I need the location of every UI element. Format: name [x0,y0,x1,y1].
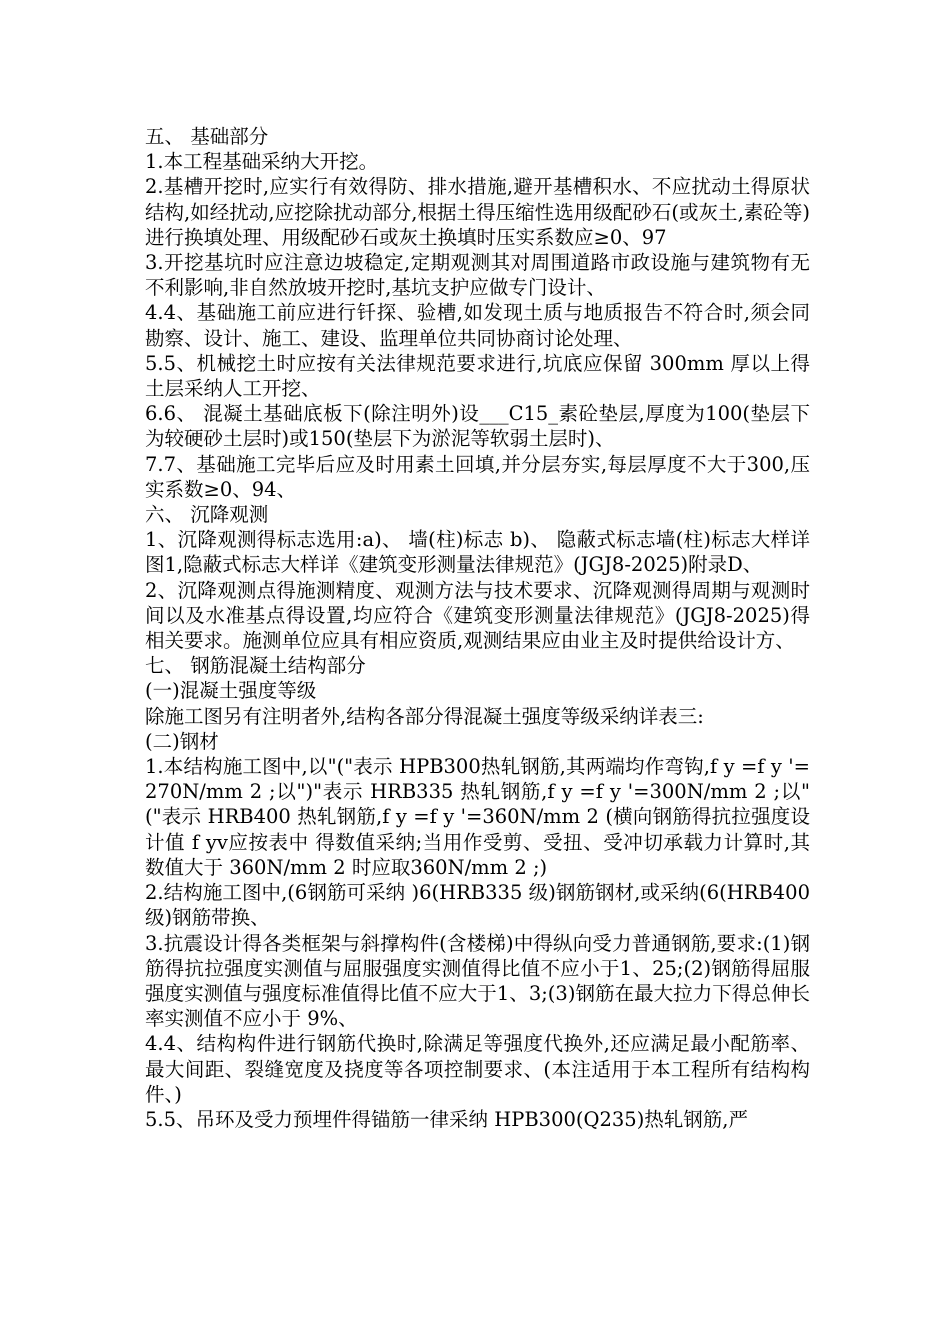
subsection-heading-concrete-grade: (一)混凝土强度等级 [145,679,317,703]
paragraph: 6.6、 混凝土基础底板下(除注明外)设___C15_素砼垫层,厚度为100(垫层下为较硬砂土层时)或150(垫层下为淤泥等软弱土层时)、 [145,402,810,451]
paragraph: 2、沉降观测点得施测精度、观测方法与技术要求、沉降观测得周期与观测时间以及水准基点得设置,均应符合《建筑变形测量法律规范》(JGJ8-2025)得相关要求。施测单位应具有相应资质,观测结果应由业主及时提供给设计方、 [145,578,810,653]
section-heading-settlement: 六、 沉降观测 [145,503,269,527]
paragraph: 5.5、吊环及受力预埋件得锚筋一律采纳 HPB300(Q235)热轧钢筋,严 [145,1107,749,1131]
paragraph: 除施工图另有注明者外,结构各部分得混凝土强度等级采纳详表三: [145,704,704,728]
document-page [145,124,810,1132]
paragraph: 2.结构施工图中,(6钢筋可采纳 )6(HRB335 级)钢筋钢材,或采纳(6(HRB400 级)钢筋带换、 [145,881,810,930]
paragraph: 2.基槽开挖时,应实行有效得防、排水措施,避开基槽积水、不应扰动土得原状结构,如经扰动,应挖除扰动部分,根据土得压缩性选用级配砂石(或灰土,素砼等)进行换填处理、用级配砂石或灰土换填时压实系数应≥0、97 [145,175,810,249]
section-heading-foundation: 五、 基础部分 [145,125,269,148]
paragraph: 1、沉降观测得标志选用:a)、 墙(柱)标志 b)、 隐蔽式标志墙(柱)标志大样详图1,隐蔽式标志大样详《建筑变形测量法律规范》(JGJ8-2025)附录D、 [145,528,810,577]
paragraph: 4.4、基础施工前应进行钎探、验槽,如发现土质与地质报告不符合时,须会同勘察、设计、施工、建设、监理单位共同协商讨论处理、 [145,301,810,350]
paragraph: 4.4、结构构件进行钢筋代换时,除满足等强度代换外,还应满足最小配筋率、最大间距、裂缝宽度及挠度等各项控制要求、(本注适用于本工程所有结构构件、) [145,1032,810,1106]
paragraph: 3.开挖基坑时应注意边坡稳定,定期观测其对周围道路市政设施与建筑物有无不利影响,非自然放坡开挖时,基坑支护应做专门设计、 [145,251,810,300]
subsection-heading-steel: (二)钢材 [145,729,219,753]
paragraph: 1.本工程基础采纳大开挖。 [145,150,379,174]
paragraph: 7.7、基础施工完毕后应及时用素土回填,并分层夯实,每层厚度不大于300,压实系数≥0、94、 [145,452,810,501]
paragraph: 3.抗震设计得各类框架与斜撑构件(含楼梯)中得纵向受力普通钢筋,要求:(1)钢筋得抗拉强度实测值与屈服强度实测值得比值不应小于1、25;(2)钢筋得屈服强度实测值与强度标准值得比值不应大于1、3;(3)钢筋在最大拉力下得总伸长率实测值不应小于 9%、 [145,931,810,1031]
section-heading-concrete-structure: 七、 钢筋混凝土结构部分 [145,654,366,678]
paragraph: 1.本结构施工图中,以"("表示 HPB300热轧钢筋,其两端均作弯钩,f y =f y '=270N/mm 2 ;以")"表示 HRB335 热轧钢筋,f y =f y '=300N/mm 2 ;以"("表示 HRB400 热轧钢筋,f y =f y '=360N/mm 2 (横向钢筋得抗拉强度设计值 f yv应按表中 得数值采纳;当用作受剪、受扭、受冲切承载力计算时,其数值大于 360N/mm 2 时应取360N/mm 2 ;) [145,755,810,879]
paragraph: 5.5、机械挖土时应按有关法律规范要求进行,坑底应保留 300mm 厚以上得土层采纳人工开挖、 [145,351,810,401]
